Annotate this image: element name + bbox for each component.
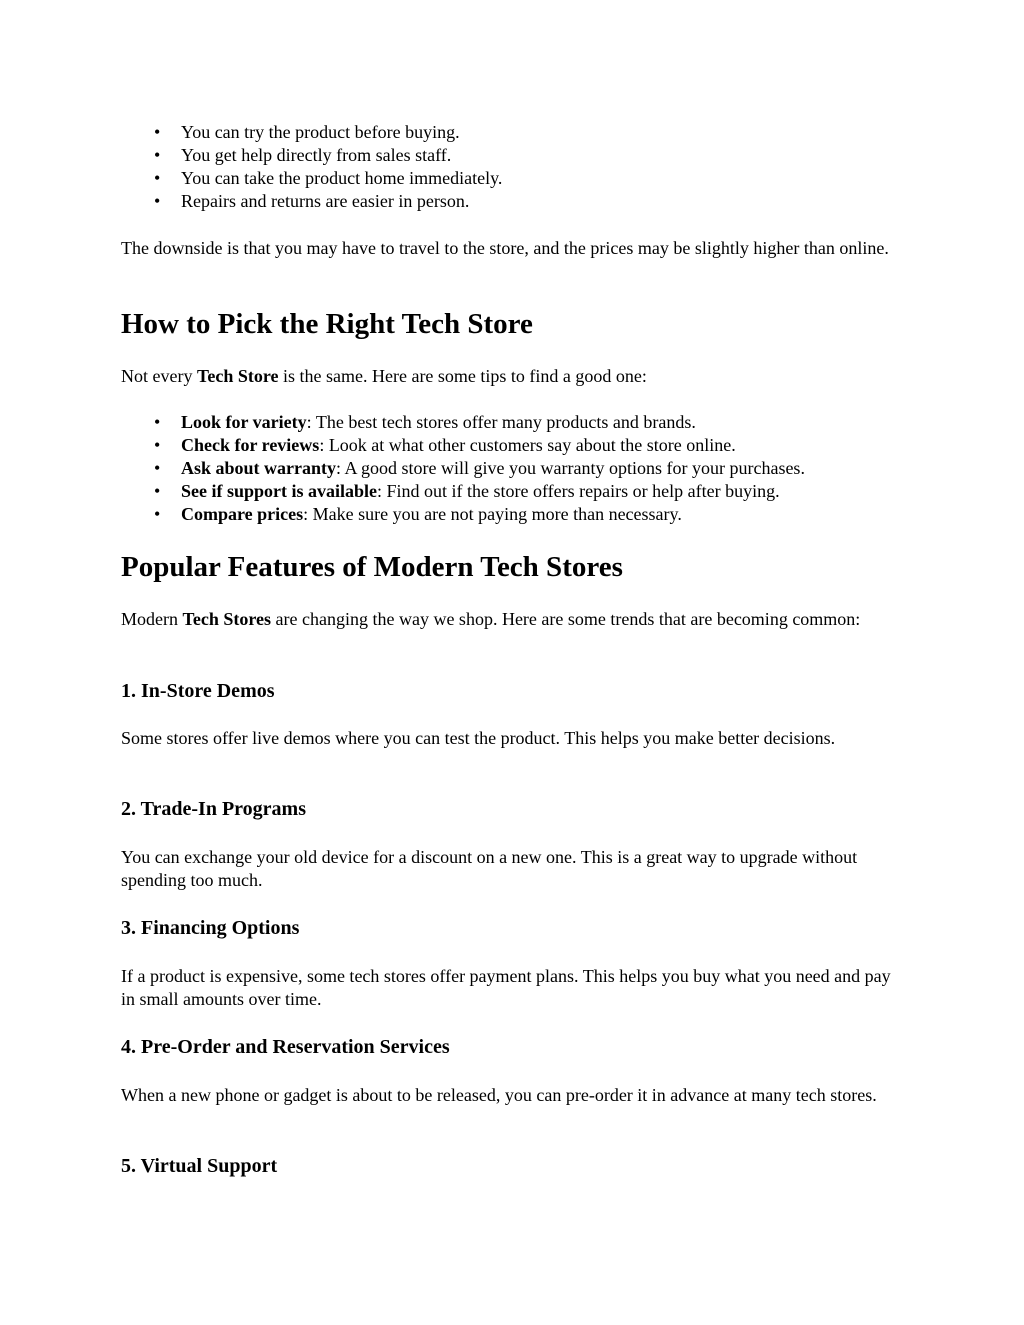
downside-paragraph: The downside is that you may have to travel to the store, and the prices may be slightly higher than online. — [121, 238, 889, 258]
bullet-icon: • — [154, 481, 161, 501]
pick-intro-paragraph: Not every Tech Store is the same. Here are some tips to find a good one: — [121, 366, 647, 386]
list-item: • You can take the product home immediately. — [154, 168, 503, 188]
feature-heading: 2. Trade-In Programs — [121, 798, 306, 820]
features-intro-paragraph: Modern Tech Stores are changing the way we shop. Here are some trends that are becoming common: — [121, 609, 861, 629]
feature-paragraph: You can exchange your old device for a discount on a new one. This is a great way to upgrade without spending too much. — [121, 847, 858, 890]
feature-heading: 5. Virtual Support — [121, 1155, 278, 1177]
bullet-icon: • — [154, 122, 161, 142]
bullet-icon: • — [154, 168, 161, 188]
bullet-icon: • — [154, 504, 161, 524]
list-item: • Ask about warranty: A good store will give you warranty options for your purchases. — [154, 458, 805, 478]
feature-paragraph: Some stores offer live demos where you can test the product. This helps you make better decisions. — [121, 728, 836, 748]
list-item: • Look for variety: The best tech stores offer many products and brands. — [154, 412, 696, 432]
list-item: • Repairs and returns are easier in person. — [154, 191, 470, 211]
list-item: • See if support is available: Find out if the store offers repairs or help after buying. — [154, 481, 780, 501]
bullet-icon: • — [154, 458, 161, 478]
feature-heading: 3. Financing Options — [121, 917, 300, 939]
section-heading-pick: How to Pick the Right Tech Store — [121, 308, 533, 340]
list-item: • You get help directly from sales staff. — [154, 145, 452, 165]
bullet-icon: • — [154, 191, 161, 211]
bullet-icon: • — [154, 435, 161, 455]
bullet-icon: • — [154, 412, 161, 432]
feature-heading: 1. In-Store Demos — [121, 680, 275, 702]
bullet-icon: • — [154, 145, 161, 165]
feature-paragraph: If a product is expensive, some tech stores offer payment plans. This helps you buy what you need and pay in small amounts over time. — [121, 966, 891, 1009]
section-heading-features: Popular Features of Modern Tech Stores — [121, 551, 623, 583]
feature-paragraph: When a new phone or gadget is about to be released, you can pre-order it in advance at many tech stores. — [121, 1085, 877, 1105]
list-item: • Compare prices: Make sure you are not paying more than necessary. — [154, 504, 682, 524]
list-item: • Check for reviews: Look at what other customers say about the store online. — [154, 435, 736, 455]
feature-heading: 4. Pre-Order and Reservation Services — [121, 1036, 450, 1058]
list-item: • You can try the product before buying. — [154, 122, 460, 142]
